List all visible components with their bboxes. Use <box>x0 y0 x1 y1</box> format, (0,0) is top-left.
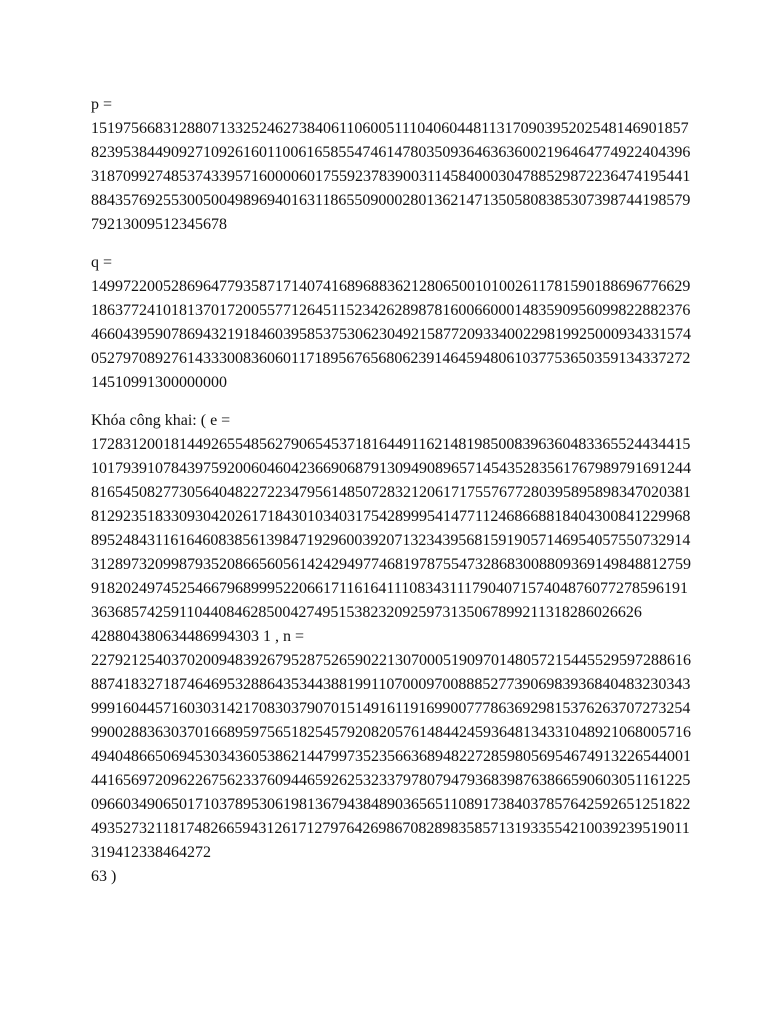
prime-q-label: q = <box>91 254 113 271</box>
prime-p-value: 15197566831288071332524627384061106005111040604481131709039520254814690185782395384490927109261601100616585547461478035093646363600219646477492240439631870992748537433957160000601755923783900311458400030478852987223647419544188435769255300500498969401631186550900028013621471350580838530739874419857979213009512345678 <box>91 120 691 233</box>
modulus-label-line: 428804380634486994303 1 , n = <box>91 628 305 645</box>
public-key-closing: 63 ) <box>91 868 117 885</box>
public-exponent-value: 172831200181449265548562790654537181644911621481985008396360483365524434415101793910784397592006046042366906879130949089657145435283561767989791691244816545082773056404822722347956148507283212061717557677280395895898347020381812923518330930420261718430103403175428999541477112468668818404300841229968895248431161646083856139847192960039207132343956815919057146954057550732914312897320998793520866560561424294977468197875547328683008809369149848812759918202497452546679689995220661711616411108343111790407157404876077278596191363685742591104408462850042749515382320925973135067899211318286026626 <box>91 436 691 621</box>
modulus-value: 227921254037020094839267952875265902213070005190970148057215445529597288616887418327187464695328864353443881991107000970088852773906983936840483230343999160445716030314217083037907015149161191699007778636929815376263707273254990028836303701668959756518254579208205761484424593648134331048921068005716494048665069453034360538621447997352356636894822728598056954674913226544001441656972096226756233760944659262532337978079479368398763866590603051161225096603490650171037895306198136794384890365651108917384037857642592651251822493527321181748266594312617127976426986708289835857131933554210039239519011319412338464272 <box>91 652 691 861</box>
prime-p-paragraph <box>91 93 691 237</box>
prime-q-value: 14997220052869647793587171407416896883621280650010100261178159018869677662918637724101813701720055771264511523426289878160066000148359095609982288237646604395907869432191846039585375306230492158772093340022981992500093433157405279708927614333008360601171895676568062391464594806103775365035913433727214510991300000000 <box>91 278 691 391</box>
public-key-paragraph <box>91 409 691 889</box>
prime-q-paragraph <box>91 251 691 395</box>
public-key-label: Khóa công khai: ( e = <box>91 412 231 429</box>
document-page <box>91 93 691 889</box>
prime-p-label: p = <box>91 96 113 113</box>
